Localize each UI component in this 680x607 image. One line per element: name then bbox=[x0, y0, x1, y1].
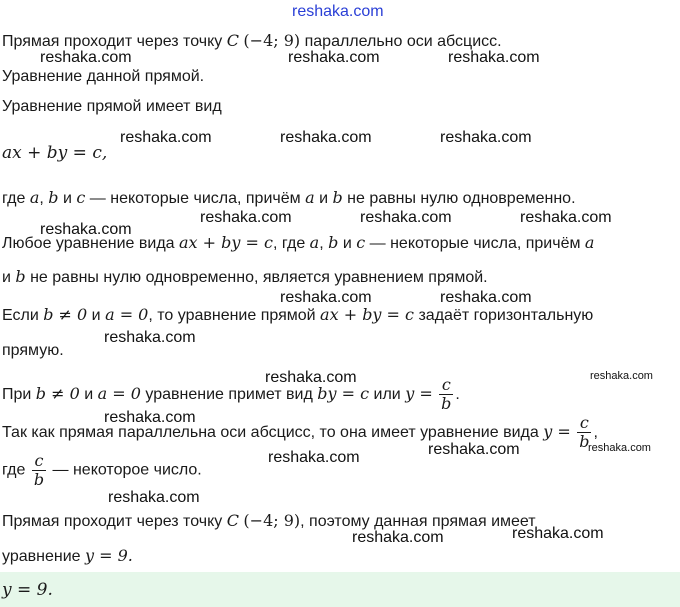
fraction-c-over-b: $\frac{c}{b}$ bbox=[579, 413, 590, 452]
solution-paragraph-3: Любое уравнение вида ax + by = c, где a, b и c — некоторые числа, причём a bbox=[2, 233, 595, 252]
watermark: reshaka.com bbox=[40, 49, 132, 66]
equation-general: ax + by = c, bbox=[2, 143, 108, 163]
watermark: reshaka.com bbox=[520, 209, 612, 226]
answer-text: y = 9. bbox=[2, 580, 53, 600]
watermark: reshaka.com bbox=[440, 129, 532, 146]
problem-line-1: Прямая проходит через точку C (−4; 9) параллельно оси абсцисс. bbox=[2, 31, 502, 50]
watermark: reshaka.com bbox=[428, 441, 520, 458]
solution-paragraph-4-cont: прямую. bbox=[2, 342, 64, 359]
watermark: reshaka.com bbox=[268, 449, 360, 466]
solution-paragraph-5: При b ≠ 0 и a = 0 уравнение примет вид by = c или y = $\frac{c}{b}$ . bbox=[2, 375, 460, 414]
watermark: reshaka.com bbox=[588, 442, 651, 454]
solution-paragraph-9: уравнение y = 9. bbox=[2, 546, 133, 565]
solution-paragraph-7: где $\frac{c}{b}$ — некоторое число. bbox=[2, 451, 202, 489]
watermark: reshaka.com bbox=[280, 129, 372, 146]
watermark: reshaka.com bbox=[440, 289, 532, 306]
watermark: reshaka.com bbox=[512, 525, 604, 542]
solution-paragraph-8: Прямая проходит через точку C (−4; 9), поэтому данная прямая имеет bbox=[2, 511, 536, 530]
watermark: reshaka.com bbox=[590, 370, 653, 382]
watermark: reshaka.com bbox=[280, 289, 372, 306]
problem-line-2: Уравнение данной прямой. bbox=[2, 68, 205, 85]
watermark: reshaka.com bbox=[200, 209, 292, 226]
watermark: reshaka.com bbox=[40, 221, 132, 238]
solution-paragraph-1: Уравнение прямой имеет вид bbox=[2, 98, 222, 115]
answer-box bbox=[0, 572, 680, 607]
solution-paragraph-6: Так как прямая параллельна оси абсцисс, то она имеет уравнение вида y = $\frac{c}{b}$ , bbox=[2, 413, 598, 452]
watermark: reshaka.com bbox=[288, 49, 380, 66]
watermark: reshaka.com bbox=[360, 209, 452, 226]
watermark: reshaka.com bbox=[352, 529, 444, 546]
watermark: reshaka.com bbox=[108, 489, 200, 506]
watermark: reshaka.com bbox=[265, 369, 357, 386]
watermark: reshaka.com bbox=[104, 409, 196, 426]
solution-paragraph-3-cont: и b не равны нулю одновременно, является уравнением прямой. bbox=[2, 267, 488, 286]
watermark: reshaka.com bbox=[120, 129, 212, 146]
watermark: reshaka.com bbox=[104, 329, 196, 346]
watermark: reshaka.com bbox=[448, 49, 540, 66]
solution-paragraph-4: Если b ≠ 0 и a = 0, то уравнение прямой ax + by = c задаёт горизонтальную bbox=[2, 305, 594, 324]
fraction-c-over-b: $\frac{c}{b}$ bbox=[33, 451, 45, 489]
solution-paragraph-2: где a, b и c — некоторые числа, причём a и b не равны нулю одновременно. bbox=[2, 188, 576, 207]
header-watermark: reshaka.com bbox=[292, 3, 384, 20]
fraction-c-over-b: $\frac{c}{b}$ bbox=[441, 375, 452, 414]
